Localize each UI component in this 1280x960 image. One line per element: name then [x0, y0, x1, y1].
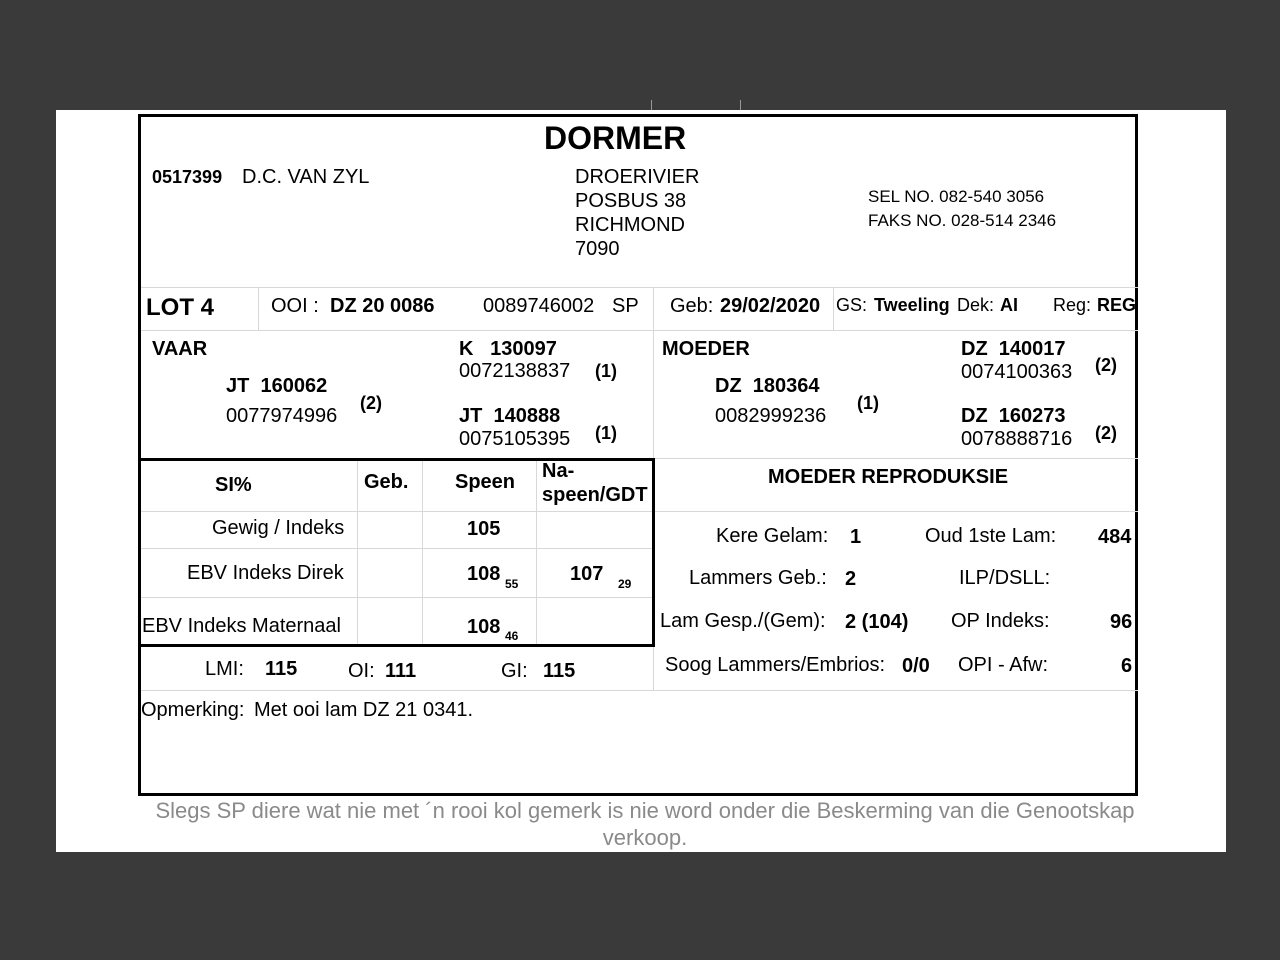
repro-value: 2 (104) — [845, 611, 909, 633]
divider — [536, 460, 537, 646]
divider — [141, 287, 1138, 288]
table-row-label: EBV Indeks Maternaal — [142, 615, 341, 637]
geb-header: Geb. — [364, 471, 409, 493]
naspeen-header: Na- — [542, 460, 575, 482]
table-row-label: Gewig / Indeks — [212, 517, 345, 539]
sire-sire-reg: 0072138837 — [459, 360, 571, 382]
birth-date-label: Geb: — [670, 295, 714, 317]
oi-label: OI: — [348, 660, 375, 682]
repro-label: OPI - Afw: — [958, 654, 1049, 676]
crop-mark — [651, 100, 652, 110]
repro-value: 484 — [1098, 526, 1132, 548]
breeder-name: D.C. VAN ZYL — [242, 166, 370, 188]
repro-label: Lam Gesp./(Gem): — [660, 610, 826, 632]
sire-dam-id: JT 140888 — [459, 405, 561, 427]
crop-mark — [740, 100, 741, 110]
repro-value: 2 — [845, 568, 857, 590]
repro-label: OP Indeks: — [951, 610, 1050, 632]
sire-count: (2) — [360, 393, 382, 413]
table-border — [652, 458, 655, 647]
gi-label: GI: — [501, 660, 528, 682]
sire-dam-reg: 0075105395 — [459, 428, 571, 450]
si-header: SI% — [215, 474, 252, 496]
address-line: RICHMOND — [575, 214, 685, 236]
lot-number: LOT 4 — [146, 294, 215, 321]
divider — [141, 690, 1138, 691]
table-border — [138, 644, 655, 647]
table-cell-subscript: 46 — [505, 629, 519, 643]
dek-value: AI — [1000, 295, 1018, 315]
sire-id: JT 160062 — [226, 375, 328, 397]
naspeen-header: speen/GDT — [542, 484, 648, 506]
divider — [141, 330, 1138, 331]
divider — [357, 460, 358, 646]
dam-sire-id: DZ 140017 — [961, 338, 1066, 360]
divider — [422, 460, 423, 646]
registration-id: 0089746002 — [483, 295, 595, 317]
table-cell: 108 — [467, 616, 501, 638]
divider — [655, 458, 1138, 459]
oi-value: 111 — [385, 660, 417, 682]
breed-title: DORMER — [544, 120, 687, 156]
dam-id: DZ 180364 — [715, 375, 820, 397]
gs-label: GS: — [836, 295, 868, 315]
dam-sire-count: (2) — [1095, 355, 1117, 375]
divider — [141, 511, 653, 512]
sp-mark: SP — [612, 295, 639, 317]
repro-value: 0/0 — [902, 655, 930, 677]
table-cell: 108 — [467, 563, 501, 585]
table-cell-subscript: 55 — [505, 577, 519, 591]
reg-label: Reg: — [1053, 295, 1092, 315]
lmi-label: LMI: — [205, 658, 244, 680]
dam-dam-count: (2) — [1095, 423, 1117, 443]
cell-number: SEL NO. 082-540 3056 — [868, 187, 1045, 206]
dam-dam-id: DZ 160273 — [961, 405, 1066, 427]
sire-reg: 0077974996 — [226, 405, 338, 427]
divider — [258, 287, 259, 330]
birth-date: 29/02/2020 — [720, 295, 821, 317]
sire-heading: VAAR — [152, 338, 208, 360]
footnote: Slegs SP diere wat nie met ´n rooi kol gemerk is nie word onder die Beskerming van die Genootskap verkoop. — [155, 798, 1135, 850]
dam-count: (1) — [857, 393, 879, 413]
repro-label: Soog Lammers/Embrios: — [665, 654, 886, 676]
dek-label: Dek: — [957, 295, 995, 315]
repro-label: ILP/DSLL: — [959, 567, 1051, 589]
repro-value: 96 — [1110, 611, 1133, 633]
speen-header: Speen — [455, 471, 516, 493]
gs-value: Tweeling — [874, 295, 950, 315]
table-border — [138, 458, 655, 461]
repro-label: Lammers Geb.: — [689, 567, 827, 589]
divider — [141, 597, 653, 598]
dam-dam-reg: 0078888716 — [961, 428, 1073, 450]
gi-value: 115 — [543, 660, 576, 682]
repro-value: 1 — [850, 526, 862, 548]
sire-dam-count: (1) — [595, 423, 617, 443]
reg-value: REG — [1097, 295, 1137, 315]
repro-label: Kere Gelam: — [716, 525, 829, 547]
address-line: DROERIVIER — [575, 166, 700, 188]
dam-reg: 0082999236 — [715, 405, 827, 427]
table-cell-subscript: 29 — [618, 577, 632, 591]
remark-label: Opmerking: — [141, 699, 245, 721]
table-cell: 107 — [570, 563, 604, 585]
dam-sire-reg: 0074100363 — [961, 361, 1073, 383]
divider — [141, 548, 653, 549]
ooi-label: OOI : — [271, 295, 319, 317]
ooi-value: DZ 20 0086 — [330, 295, 435, 317]
address-line: 7090 — [575, 238, 620, 260]
fax-number: FAKS NO. 028-514 2346 — [868, 211, 1057, 230]
repro-title: MOEDER REPRODUKSIE — [768, 466, 1009, 488]
sire-sire-id: K 130097 — [459, 338, 557, 360]
table-row-label: EBV Indeks Direk — [187, 562, 344, 584]
remark-text: Met ooi lam DZ 21 0341. — [254, 699, 473, 721]
divider — [833, 287, 834, 330]
address-line: POSBUS 38 — [575, 190, 687, 212]
breeder-number: 0517399 — [152, 167, 223, 187]
sire-sire-count: (1) — [595, 361, 617, 381]
dam-heading: MOEDER — [662, 338, 750, 360]
repro-label: Oud 1ste Lam: — [925, 525, 1057, 547]
table-cell: 105 — [467, 518, 501, 540]
divider — [655, 511, 1138, 512]
lmi-value: 115 — [265, 658, 298, 680]
repro-value: 6 — [1121, 655, 1133, 677]
